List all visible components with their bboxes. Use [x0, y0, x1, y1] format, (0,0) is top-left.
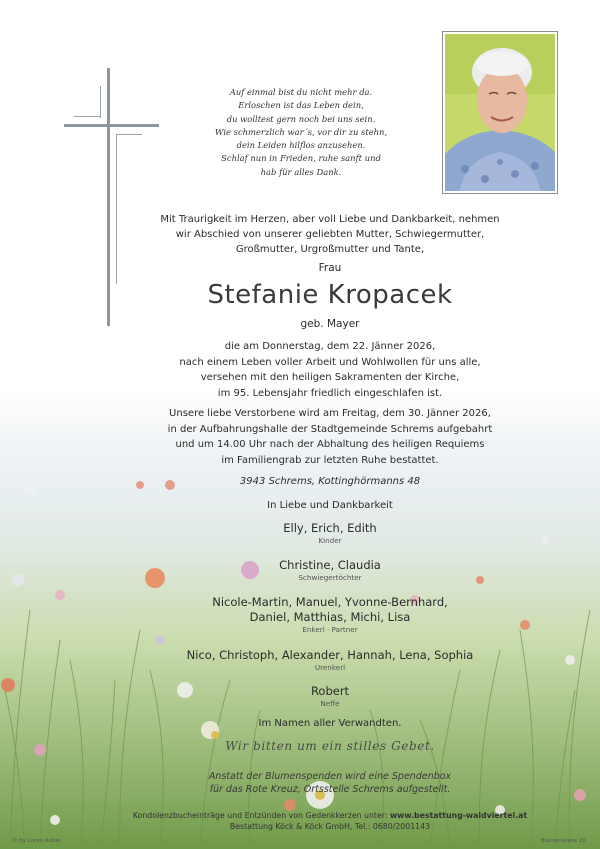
- family-names: Robert: [310, 684, 350, 698]
- family-role: Enkerl · Partner: [302, 625, 358, 634]
- family-names: Nicole-Martin, Manuel, Yvonne-Bernhard,: [212, 595, 448, 609]
- family-group-nephew: [120, 684, 540, 709]
- family-names: Elly, Erich, Edith: [283, 521, 377, 535]
- family-names: Nico, Christoph, Alexander, Hannah, Lena, Sophia: [186, 648, 474, 662]
- funeral-line: und um 14.00 Uhr nach der Abhaltung des heiligen Requiems: [175, 439, 485, 450]
- donation-line: für das Rote Kreuz, Ortsstelle Schrems aufgestellt.: [209, 784, 451, 795]
- footer-line-1: [120, 810, 540, 821]
- intro-line: Großmutter, Urgroßmutter und Tante,: [235, 244, 425, 255]
- funeral-line: Unsere liebe Verstorbene wird am Freitag, dem 30. Jänner 2026,: [169, 408, 491, 419]
- in-love-heading: In Liebe und Dankbarkeit: [267, 500, 393, 511]
- funeral-line: im Familiengrab zur letzten Ruhe bestattet.: [221, 454, 439, 466]
- family-group-children: [120, 521, 540, 546]
- intro-line: wir Abschied von unserer geliebten Mutter, Schwiegermutter,: [175, 229, 485, 240]
- poem-line: du wolltest gern noch bei uns sein.: [226, 113, 376, 124]
- relatives-line: Im Namen aller Verwandten.: [258, 718, 402, 729]
- photo-credit-right: Blumenwiese 20: [540, 838, 586, 844]
- donation-note: [120, 770, 540, 796]
- death-line: nach einem Leben voller Arbeit und Wohlwollen für uns alle,: [179, 356, 481, 368]
- intro-line: Mit Traurigkeit im Herzen, aber voll Liebe und Dankbarkeit, nehmen: [160, 214, 500, 225]
- death-line: versehen mit den heiligen Sakramenten der Kirche,: [200, 372, 460, 383]
- family-role: Urenkerl: [314, 663, 346, 672]
- footer-line-2: Bestattung Köck & Köck GmbH, Tel.: 0680/2001143: [229, 822, 431, 831]
- poem-line: Auf einmal bist du nicht mehr da.: [229, 87, 373, 97]
- poem-line: dein Leiden hilflos anzusehen.: [236, 140, 366, 151]
- poem-line: Schlaf nun in Frieden, ruhe sanft und: [221, 153, 381, 164]
- family-group-daughters-in-law: [120, 558, 540, 583]
- deceased-name: Stefanie Kropacek: [207, 280, 453, 310]
- footer-condolence-text: Kondolenzbucheinträge und Entzünden von Gedenkkerzen unter:: [132, 811, 388, 820]
- birth-name: geb. Mayer: [300, 318, 360, 330]
- family-role: Kinder: [318, 536, 342, 545]
- prayer-request: Wir bitten um ein stilles Gebet.: [225, 739, 435, 753]
- address: 3943 Schrems, Kottinghörmanns 48: [239, 476, 421, 487]
- poem-line: Wie schmerzlich war´s, vor dir zu stehn,: [214, 126, 388, 137]
- family-role: Neffe: [320, 699, 340, 708]
- donation-line: Anstatt der Blumenspenden wird eine Spendenbox: [208, 771, 452, 782]
- photo-credit-left: © by Loren Auber: [12, 838, 62, 844]
- footer-website-link[interactable]: www.bestattung-waldviertel.at: [389, 811, 528, 820]
- death-line: im 95. Lebensjahr friedlich eingeschlafen ist.: [217, 387, 443, 399]
- funeral-line: in der Aufbahrungshalle der Stadtgemeinde Schrems aufgebahrt: [167, 423, 493, 435]
- portrait-photo: [442, 31, 558, 194]
- footer: [120, 810, 540, 832]
- poem-line: hab für alles Dank.: [260, 166, 342, 177]
- funeral-notice: [120, 406, 540, 468]
- poem-line: Erloschen ist das Leben dein,: [238, 100, 364, 111]
- family-group-grandchildren: [120, 595, 540, 635]
- salutation: Frau: [318, 262, 342, 274]
- portrait-image: [445, 34, 555, 191]
- poem: [206, 86, 396, 179]
- intro-text: [120, 212, 540, 257]
- family-names: Daniel, Matthias, Michi, Lisa: [249, 610, 411, 624]
- family-names: Christine, Claudia: [279, 558, 381, 572]
- death-line: die am Donnerstag, dem 22. Jänner 2026,: [224, 341, 436, 352]
- death-notice: [120, 339, 540, 401]
- family-group-great-grandchildren: [120, 648, 540, 673]
- family-role: Schwiegertöchter: [298, 573, 362, 582]
